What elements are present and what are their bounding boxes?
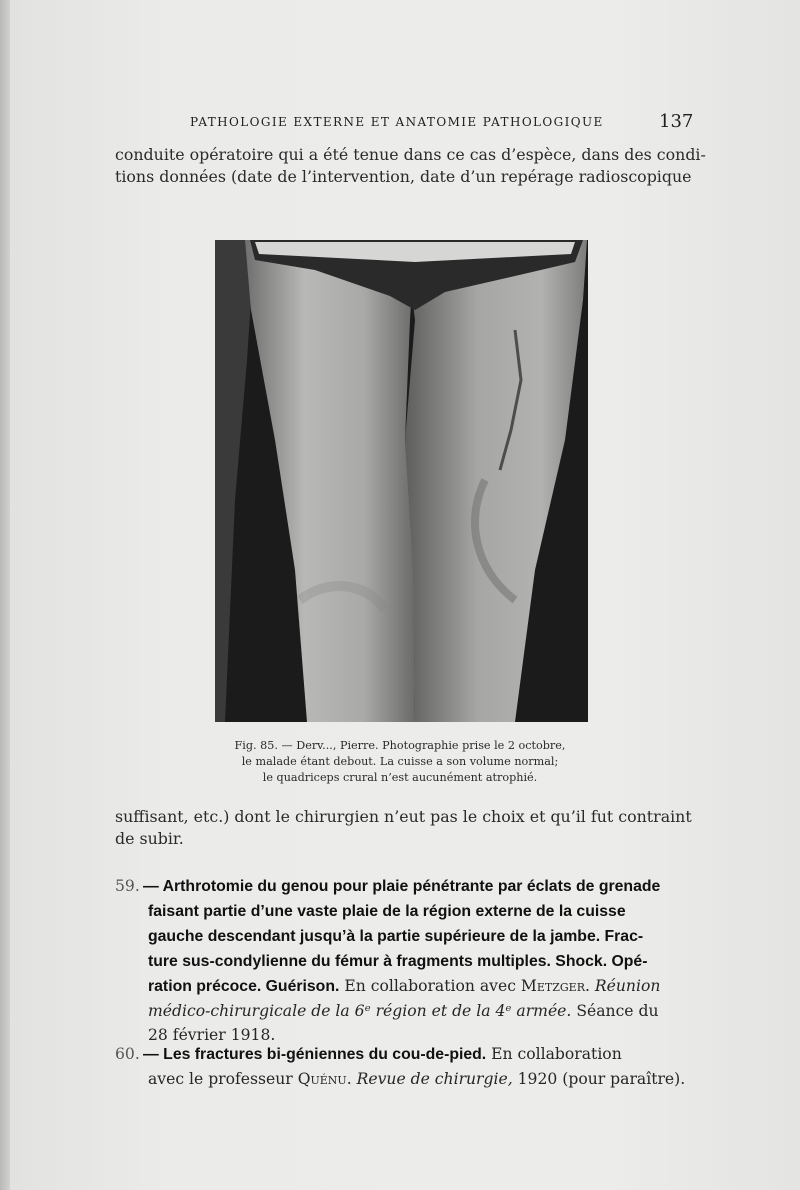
- figure-caption: [190, 738, 610, 786]
- paragraph-middle-line-2: de subir.: [115, 829, 184, 848]
- entry-number: 59.: [115, 877, 140, 895]
- figure-photograph: [215, 240, 588, 722]
- paragraph-middle-line-1: suffisant, etc.) dont le chirurgien n’eut pas le choix et qu’il fut contraint: [115, 807, 692, 826]
- entry-60-journal: Revue de chirurgie,: [356, 1070, 513, 1088]
- entry-60-year: 1920 (pour paraître).: [512, 1070, 686, 1088]
- entry-59-session: Séance du: [571, 1002, 659, 1020]
- entry-59-line-5: [115, 974, 685, 999]
- entry-59-line-2: [115, 899, 685, 924]
- bibliography-entry-60: [115, 1042, 685, 1091]
- entry-60-line-1: [115, 1042, 685, 1067]
- caption-line-1: Fig. 85. — Derv..., Pierre. Photographie prise le 2 octobre,: [234, 739, 566, 752]
- entry-59-line-1: [115, 874, 685, 899]
- entry-number: 60.: [115, 1045, 140, 1063]
- running-title: PATHOLOGIE EXTERNE ET ANATOMIE PATHOLOGIQUE: [190, 115, 604, 129]
- entry-60-line-2: [115, 1067, 685, 1091]
- entry-59-title-part-2: faisant partie d’une vaste plaie de la région externe de la cuisse: [148, 903, 626, 920]
- caption-line-3: le quadriceps crural n’est aucunément atrophié.: [262, 771, 538, 784]
- paragraph-middle: [115, 806, 698, 850]
- caption-line-2: le malade étant debout. La cuisse a son volume normal;: [241, 755, 559, 768]
- entry-60-punct: .: [346, 1070, 357, 1088]
- entry-59-date: 28 février 1918.: [148, 1026, 276, 1044]
- entry-59-line-4: [115, 949, 685, 974]
- entry-60-title: — Les fractures bi-géniennes du cou-de-pied.: [143, 1046, 487, 1063]
- paragraph-top: [115, 144, 706, 188]
- bibliography-entry-59: [115, 874, 685, 1047]
- entry-59-collab-text: En collaboration avec: [339, 977, 521, 995]
- entry-59-title-part-3: gauche descendant jusqu’à la partie supérieure de la jambe. Frac-: [148, 928, 644, 945]
- entry-59-journal-part-2: médico-chirurgicale de la 6ᵉ région et de la 4ᵉ armée.: [148, 1002, 572, 1020]
- entry-59-title-part-1: — Arthrotomie du genou pour plaie pénétrante par éclats de grenade: [143, 878, 661, 895]
- paragraph-top-line-2: tions données (date de l’intervention, date d’un repérage radioscopique: [115, 167, 692, 186]
- entry-59-punct: .: [584, 977, 595, 995]
- entry-59-title-part-4: ture sus-condylienne du fémur à fragments multiples. Shock. Opé-: [148, 953, 648, 970]
- entry-60-with-text: avec le professeur: [148, 1070, 298, 1088]
- entry-60-collaborator: Quénu: [297, 1070, 347, 1088]
- paragraph-top-line-1: conduite opératoire qui a été tenue dans ce cas d’espèce, dans des condi-: [115, 145, 706, 164]
- entry-59-line-6: [115, 999, 685, 1023]
- entry-59-journal-part-1: Réunion: [594, 977, 661, 995]
- entry-60-collab-text: En collaboration: [486, 1045, 622, 1063]
- page-number: 137: [659, 111, 694, 132]
- entry-59-collaborator: Metzger: [520, 977, 585, 995]
- entry-59-line-3: [115, 924, 685, 949]
- entry-59-title-part-5: ration précoce. Guérison.: [148, 978, 340, 995]
- legs-photo-illustration: [215, 240, 588, 722]
